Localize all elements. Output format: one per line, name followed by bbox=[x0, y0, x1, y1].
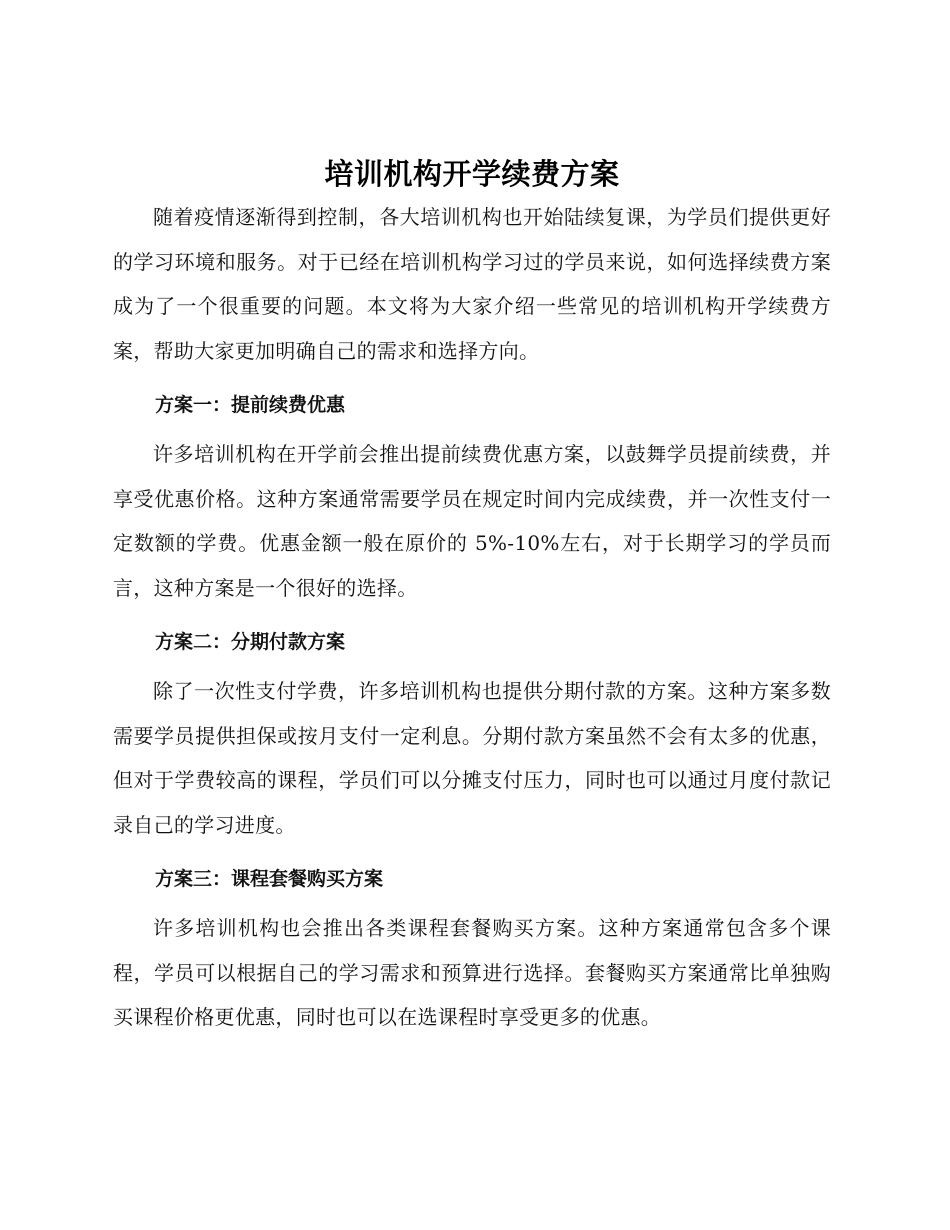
section-heading-3: 方案三：课程套餐购买方案 bbox=[155, 868, 384, 890]
section-heading-1: 方案一：提前续费优惠 bbox=[155, 394, 346, 416]
document-title: 培训机构开学续费方案 bbox=[324, 157, 620, 191]
section-body-3: 许多培训机构也会推出各类课程套餐购买方案。这种方案通常包含多个课程，学员可以根据自己的学习需求和预算进行选择。套餐购买方案通常比单独购买课程价格更优惠，同时也可以在选课程时享受更多的优惠。 bbox=[113, 916, 831, 1029]
intro-paragraph: 随着疫情逐渐得到控制，各大培训机构也开始陆续复课，为学员们提供更好的学习环境和服务。对于已经在培训机构学习过的学员来说，如何选择续费方案成为了一个很重要的问题。本文将为大家介绍一些常见的培训机构开学续费方案，帮助大家更加明确自己的需求和选择方向。 bbox=[113, 205, 831, 363]
document-page bbox=[113, 150, 831, 1040]
section-body-2: 除了一次性支付学费，许多培训机构也提供分期付款的方案。这种方案多数需要学员提供担保或按月支付一定利息。分期付款方案虽然不会有太多的优惠，但对于学费较高的课程，学员们可以分摊支付压力，同时也可以通过月度付款记录自己的学习进度。 bbox=[113, 679, 831, 837]
section-body-1: 许多培训机构在开学前会推出提前续费优惠方案，以鼓舞学员提前续费，并享受优惠价格。这种方案通常需要学员在规定时间内完成续费，并一次性支付一定数额的学费。优惠金额一般在原价的 5%-10%左右，对于长期学习的学员而言，这种方案是一个很好的选择。 bbox=[113, 442, 831, 600]
section-heading-2: 方案二：分期付款方案 bbox=[155, 631, 346, 653]
